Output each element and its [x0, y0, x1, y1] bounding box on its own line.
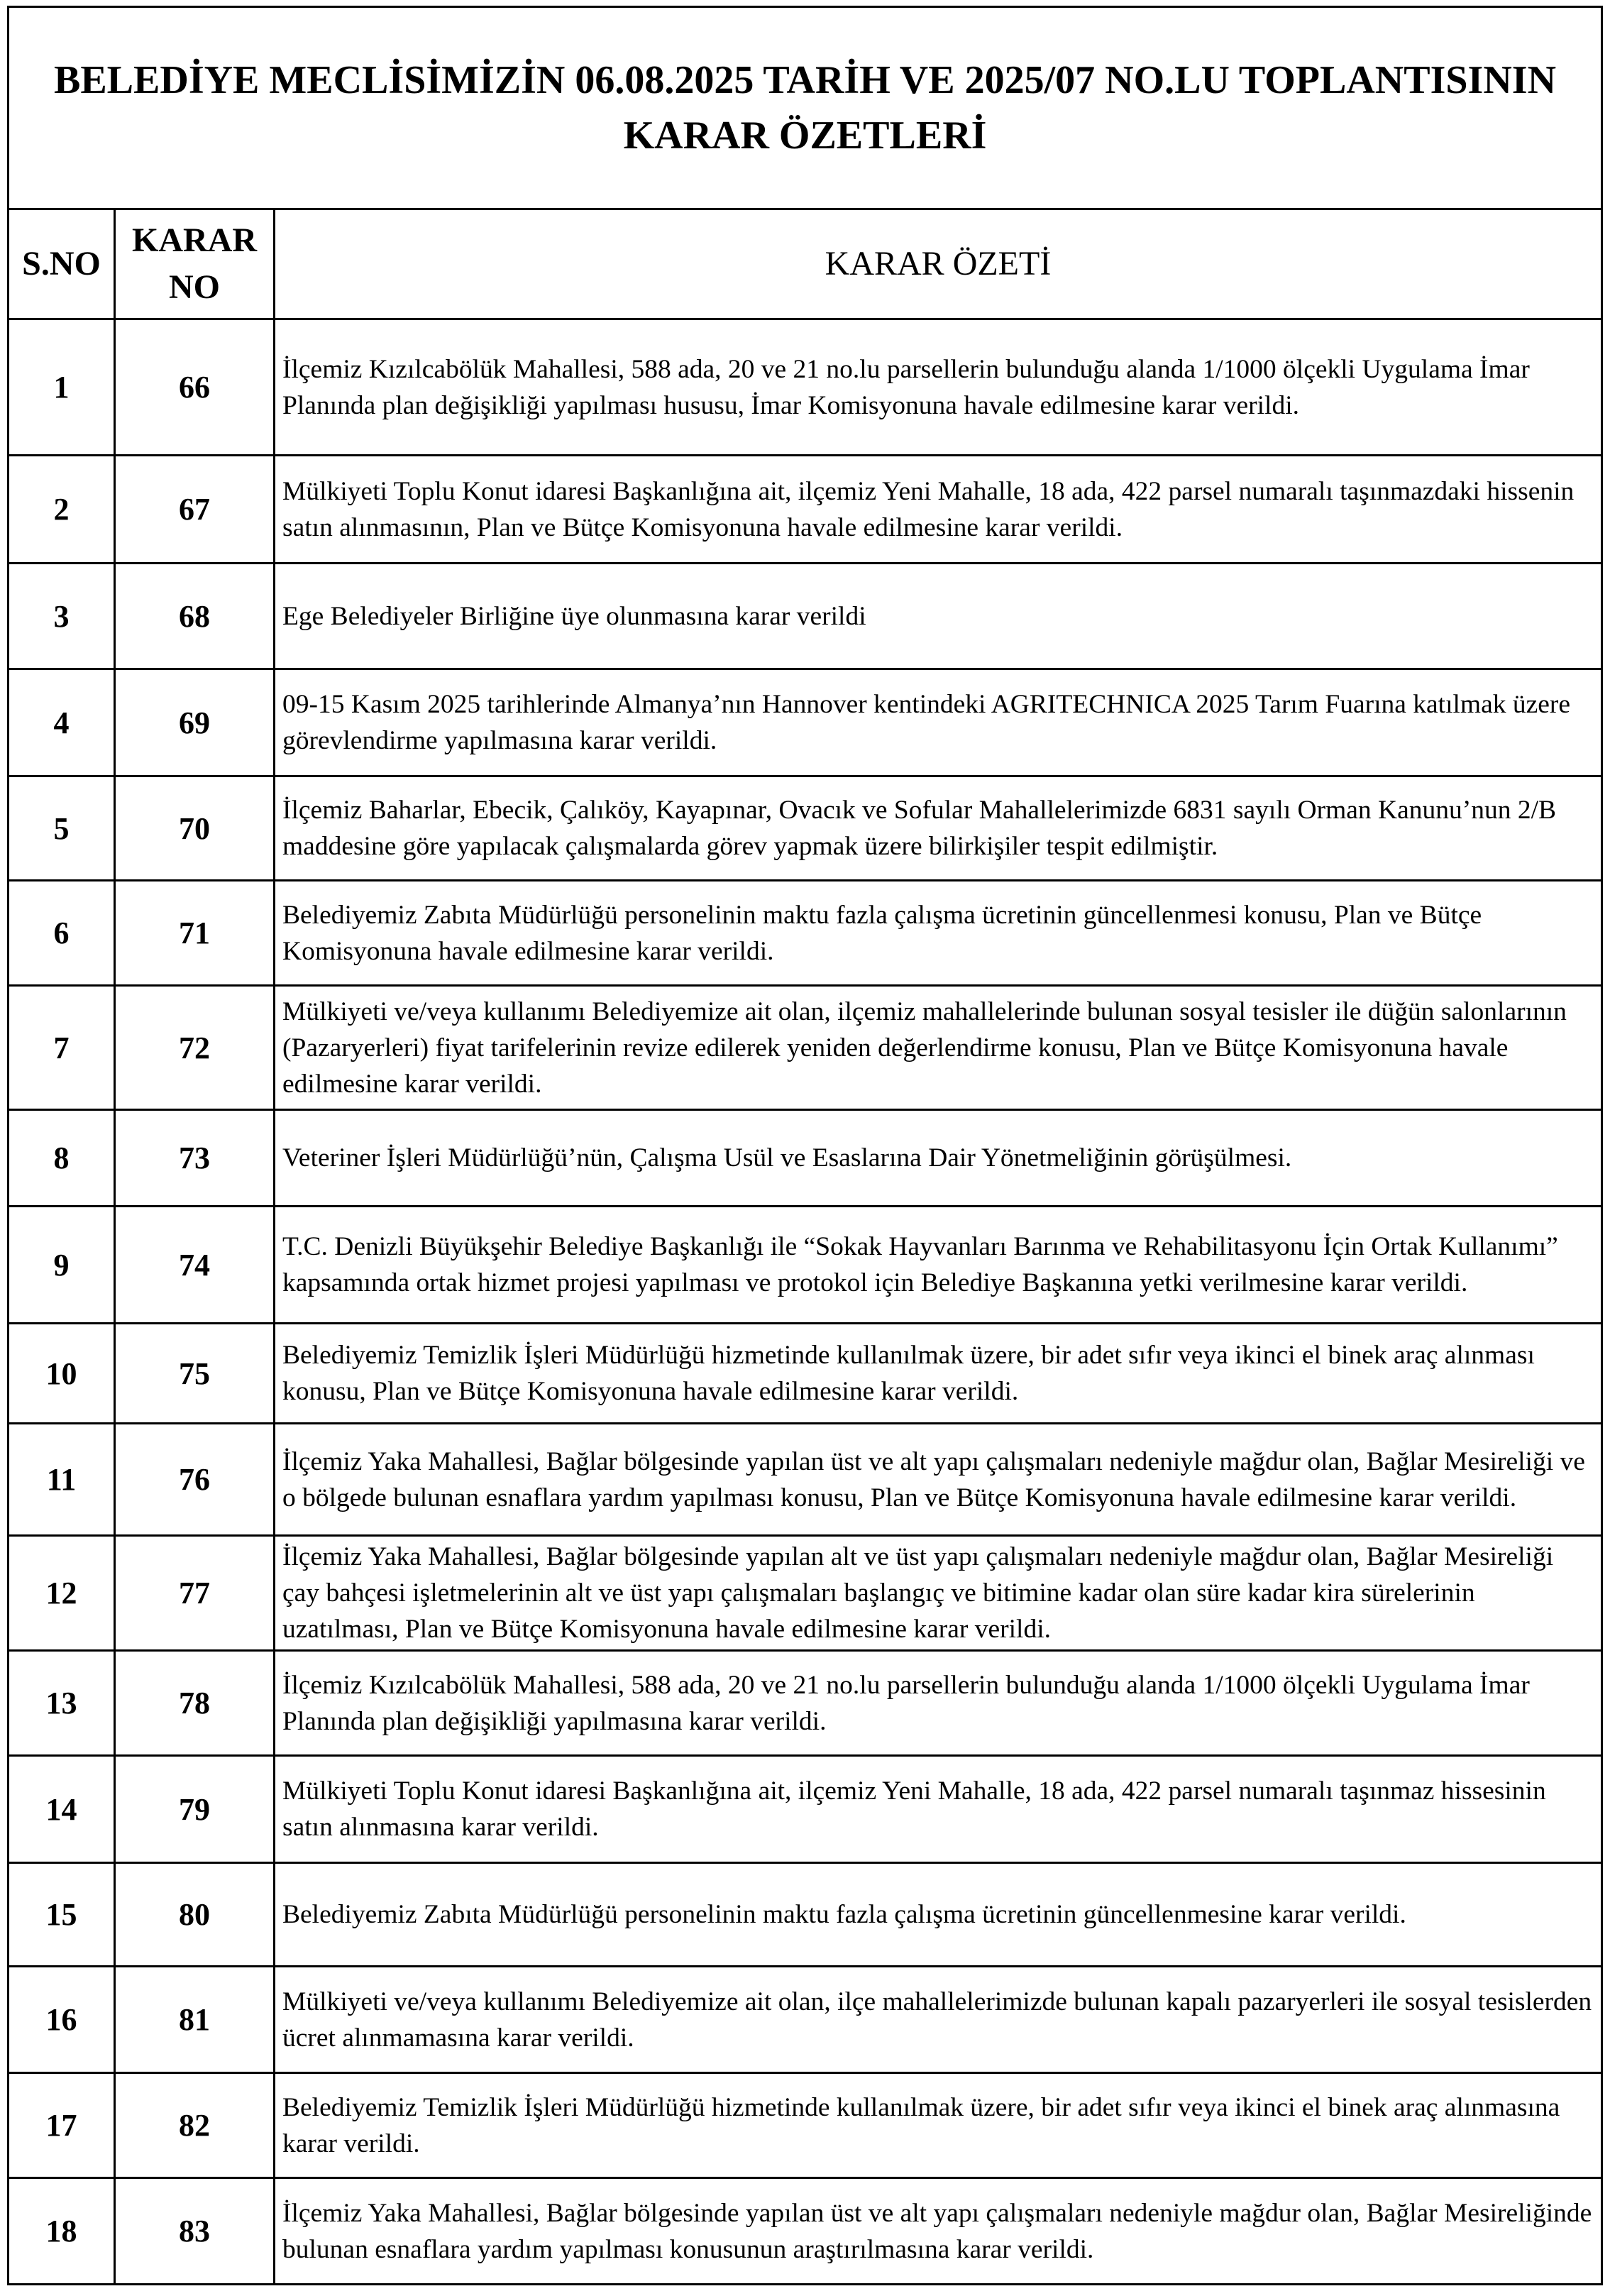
table-row [9, 1967, 1602, 2073]
row-karar-no: 73 [115, 1110, 275, 1207]
row-summary: İlçemiz Baharlar, Ebecik, Çalıköy, Kayapınar, Ovacık ve Sofular Mahallelerimizde 6831 sayılı Orman Kanunu’nun 2/B maddesine göre yapılacak çalışmalarda görev yapmak üzere bilirkişiler tespit edilmiştir. [275, 776, 1602, 881]
row-summary: Belediyemiz Zabıta Müdürlüğü personelinin maktu fazla çalışma ücretinin güncellenmesi konusu, Plan ve Bütçe Komisyonuna havale edilmesine karar verildi. [275, 881, 1602, 986]
decision-summary-table [7, 6, 1603, 2285]
row-sno: 8 [9, 1110, 115, 1207]
row-karar-no: 77 [115, 1536, 275, 1651]
document-title-line-2: KARAR ÖZETLERİ [623, 114, 987, 158]
column-header-karar-no-line-2: NO [169, 268, 220, 306]
table-row [9, 1424, 1602, 1536]
row-karar-no: 72 [115, 986, 275, 1110]
row-summary: Veteriner İşleri Müdürlüğü’nün, Çalışma Usül ve Esaslarına Dair Yönetmeliğinin görüşülmesi. [275, 1110, 1602, 1207]
row-summary: Mülkiyeti Toplu Konut idaresi Başkanlığına ait, ilçemiz Yeni Mahalle, 18 ada, 422 parsel numaralı taşınmaz hissesinin satın alınmasına karar verildi. [275, 1756, 1602, 1863]
row-karar-no: 80 [115, 1863, 275, 1967]
table-row [9, 1110, 1602, 1207]
row-sno: 7 [9, 986, 115, 1110]
table-row [9, 986, 1602, 1110]
row-summary: Mülkiyeti Toplu Konut idaresi Başkanlığına ait, ilçemiz Yeni Mahalle, 18 ada, 422 parsel numaralı taşınmazdaki hissenin satın alınmasının, Plan ve Bütçe Komisyonuna havale edilmesine karar verildi. [275, 456, 1602, 564]
row-sno: 1 [9, 319, 115, 456]
table-row [9, 1207, 1602, 1324]
row-summary: Belediyemiz Zabıta Müdürlüğü personelinin maktu fazla çalışma ücretinin güncellenmesine karar verildi. [275, 1863, 1602, 1967]
row-summary: 09-15 Kasım 2025 tarihlerinde Almanya’nın Hannover kentindeki AGRITECHNICA 2025 Tarım Fuarına katılmak üzere görevlendirme yapılmasına karar verildi. [275, 669, 1602, 776]
row-karar-no: 82 [115, 2073, 275, 2178]
row-karar-no: 66 [115, 319, 275, 456]
row-sno: 6 [9, 881, 115, 986]
row-karar-no: 78 [115, 1651, 275, 1756]
table-row [9, 669, 1602, 776]
row-summary: İlçemiz Kızılcabölük Mahallesi, 588 ada, 20 ve 21 no.lu parsellerin bulunduğu alanda 1/1000 ölçekli Uygulama İmar Planında plan değişikliği yapılmasına karar verildi. [275, 1651, 1602, 1756]
document-title-line-1: BELEDİYE MECLİSİMİZİN 06.08.2025 TARİH VE 2025/07 NO.LU TOPLANTISININ [53, 58, 1557, 102]
row-karar-no: 74 [115, 1207, 275, 1324]
row-sno: 11 [9, 1424, 115, 1536]
column-header-karar-no-line-1: KARAR [132, 221, 257, 259]
row-karar-no: 75 [115, 1324, 275, 1424]
row-sno: 17 [9, 2073, 115, 2178]
column-header-summary: KARAR ÖZETİ [275, 209, 1602, 319]
row-summary: Mülkiyeti ve/veya kullanımı Belediyemize ait olan, ilçemiz mahallelerinde bulunan sosyal tesisler ile düğün salonlarının (Pazaryerleri) fiyat tarifelerinin revize edilerek yeniden değerlendirme konusu, Plan ve Bütçe Komisyonuna havale edilmesine karar verildi. [275, 986, 1602, 1110]
row-sno: 13 [9, 1651, 115, 1756]
row-karar-no: 67 [115, 456, 275, 564]
row-karar-no: 68 [115, 564, 275, 669]
document-title [9, 7, 1602, 209]
table-row [9, 1536, 1602, 1651]
row-summary: İlçemiz Yaka Mahallesi, Bağlar bölgesinde yapılan üst ve alt yapı çalışmaları nedeniyle mağdur olan, Bağlar Mesireliğinde bulunan esnaflara yardım yapılması konusunun araştırılmasına karar verildi. [275, 2178, 1602, 2285]
table-row [9, 456, 1602, 564]
column-header-sno: S.NO [9, 209, 115, 319]
table-row [9, 881, 1602, 986]
table-row [9, 1863, 1602, 1967]
row-sno: 12 [9, 1536, 115, 1651]
title-row [9, 7, 1602, 209]
row-summary: T.C. Denizli Büyükşehir Belediye Başkanlığı ile “Sokak Hayvanları Barınma ve Rehabilitasyonu İçin Ortak Kullanımı” kapsamında ortak hizmet projesi yapılması ve protokol için Belediye Başkanına yetki verilmesine karar verildi. [275, 1207, 1602, 1324]
row-karar-no: 69 [115, 669, 275, 776]
row-sno: 14 [9, 1756, 115, 1863]
table-row [9, 564, 1602, 669]
row-sno: 4 [9, 669, 115, 776]
row-sno: 10 [9, 1324, 115, 1424]
table-row [9, 1651, 1602, 1756]
header-row [9, 209, 1602, 319]
row-summary: Belediyemiz Temizlik İşleri Müdürlüğü hizmetinde kullanılmak üzere, bir adet sıfır veya ikinci el binek araç alınmasına karar verildi. [275, 2073, 1602, 2178]
table-row [9, 2073, 1602, 2178]
row-summary: Ege Belediyeler Birliğine üye olunmasına karar verildi [275, 564, 1602, 669]
row-sno: 18 [9, 2178, 115, 2285]
row-summary: İlçemiz Yaka Mahallesi, Bağlar bölgesinde yapılan üst ve alt yapı çalışmaları nedeniyle mağdur olan, Bağlar Mesireliği ve o bölgede bulunan esnaflara yardım yapılması konusu, Plan ve Bütçe Komisyonuna havale edilmesine karar verildi. [275, 1424, 1602, 1536]
table-row [9, 776, 1602, 881]
column-header-karar-no [115, 209, 275, 319]
row-sno: 3 [9, 564, 115, 669]
row-summary: İlçemiz Kızılcabölük Mahallesi, 588 ada, 20 ve 21 no.lu parsellerin bulunduğu alanda 1/1000 ölçekli Uygulama İmar Planında plan değişikliği yapılması hususu, İmar Komisyonuna havale edilmesine karar verildi. [275, 319, 1602, 456]
table-row [9, 2178, 1602, 2285]
row-summary: Belediyemiz Temizlik İşleri Müdürlüğü hizmetinde kullanılmak üzere, bir adet sıfır veya ikinci el binek araç alınması konusu, Plan ve Bütçe Komisyonuna havale edilmesine karar verildi. [275, 1324, 1602, 1424]
row-karar-no: 83 [115, 2178, 275, 2285]
row-sno: 16 [9, 1967, 115, 2073]
row-karar-no: 71 [115, 881, 275, 986]
row-sno: 15 [9, 1863, 115, 1967]
table-row [9, 1324, 1602, 1424]
row-sno: 9 [9, 1207, 115, 1324]
row-summary: İlçemiz Yaka Mahallesi, Bağlar bölgesinde yapılan alt ve üst yapı çalışmaları nedeniyle mağdur olan, Bağlar Mesireliği çay bahçesi işletmelerinin alt ve üst yapı çalışmaları başlangıç ve bitimine kadar olan süre kadar kira sürelerinin uzatılması, Plan ve Bütçe Komisyonuna havale edilmesine karar verildi. [275, 1536, 1602, 1651]
row-karar-no: 79 [115, 1756, 275, 1863]
table-row [9, 1756, 1602, 1863]
row-summary: Mülkiyeti ve/veya kullanımı Belediyemize ait olan, ilçe mahallelerimizde bulunan kapalı pazaryerleri ile sosyal tesislerden ücret alınmamasına karar verildi. [275, 1967, 1602, 2073]
row-sno: 2 [9, 456, 115, 564]
row-karar-no: 76 [115, 1424, 275, 1536]
table-row [9, 319, 1602, 456]
row-karar-no: 81 [115, 1967, 275, 2073]
row-sno: 5 [9, 776, 115, 881]
row-karar-no: 70 [115, 776, 275, 881]
